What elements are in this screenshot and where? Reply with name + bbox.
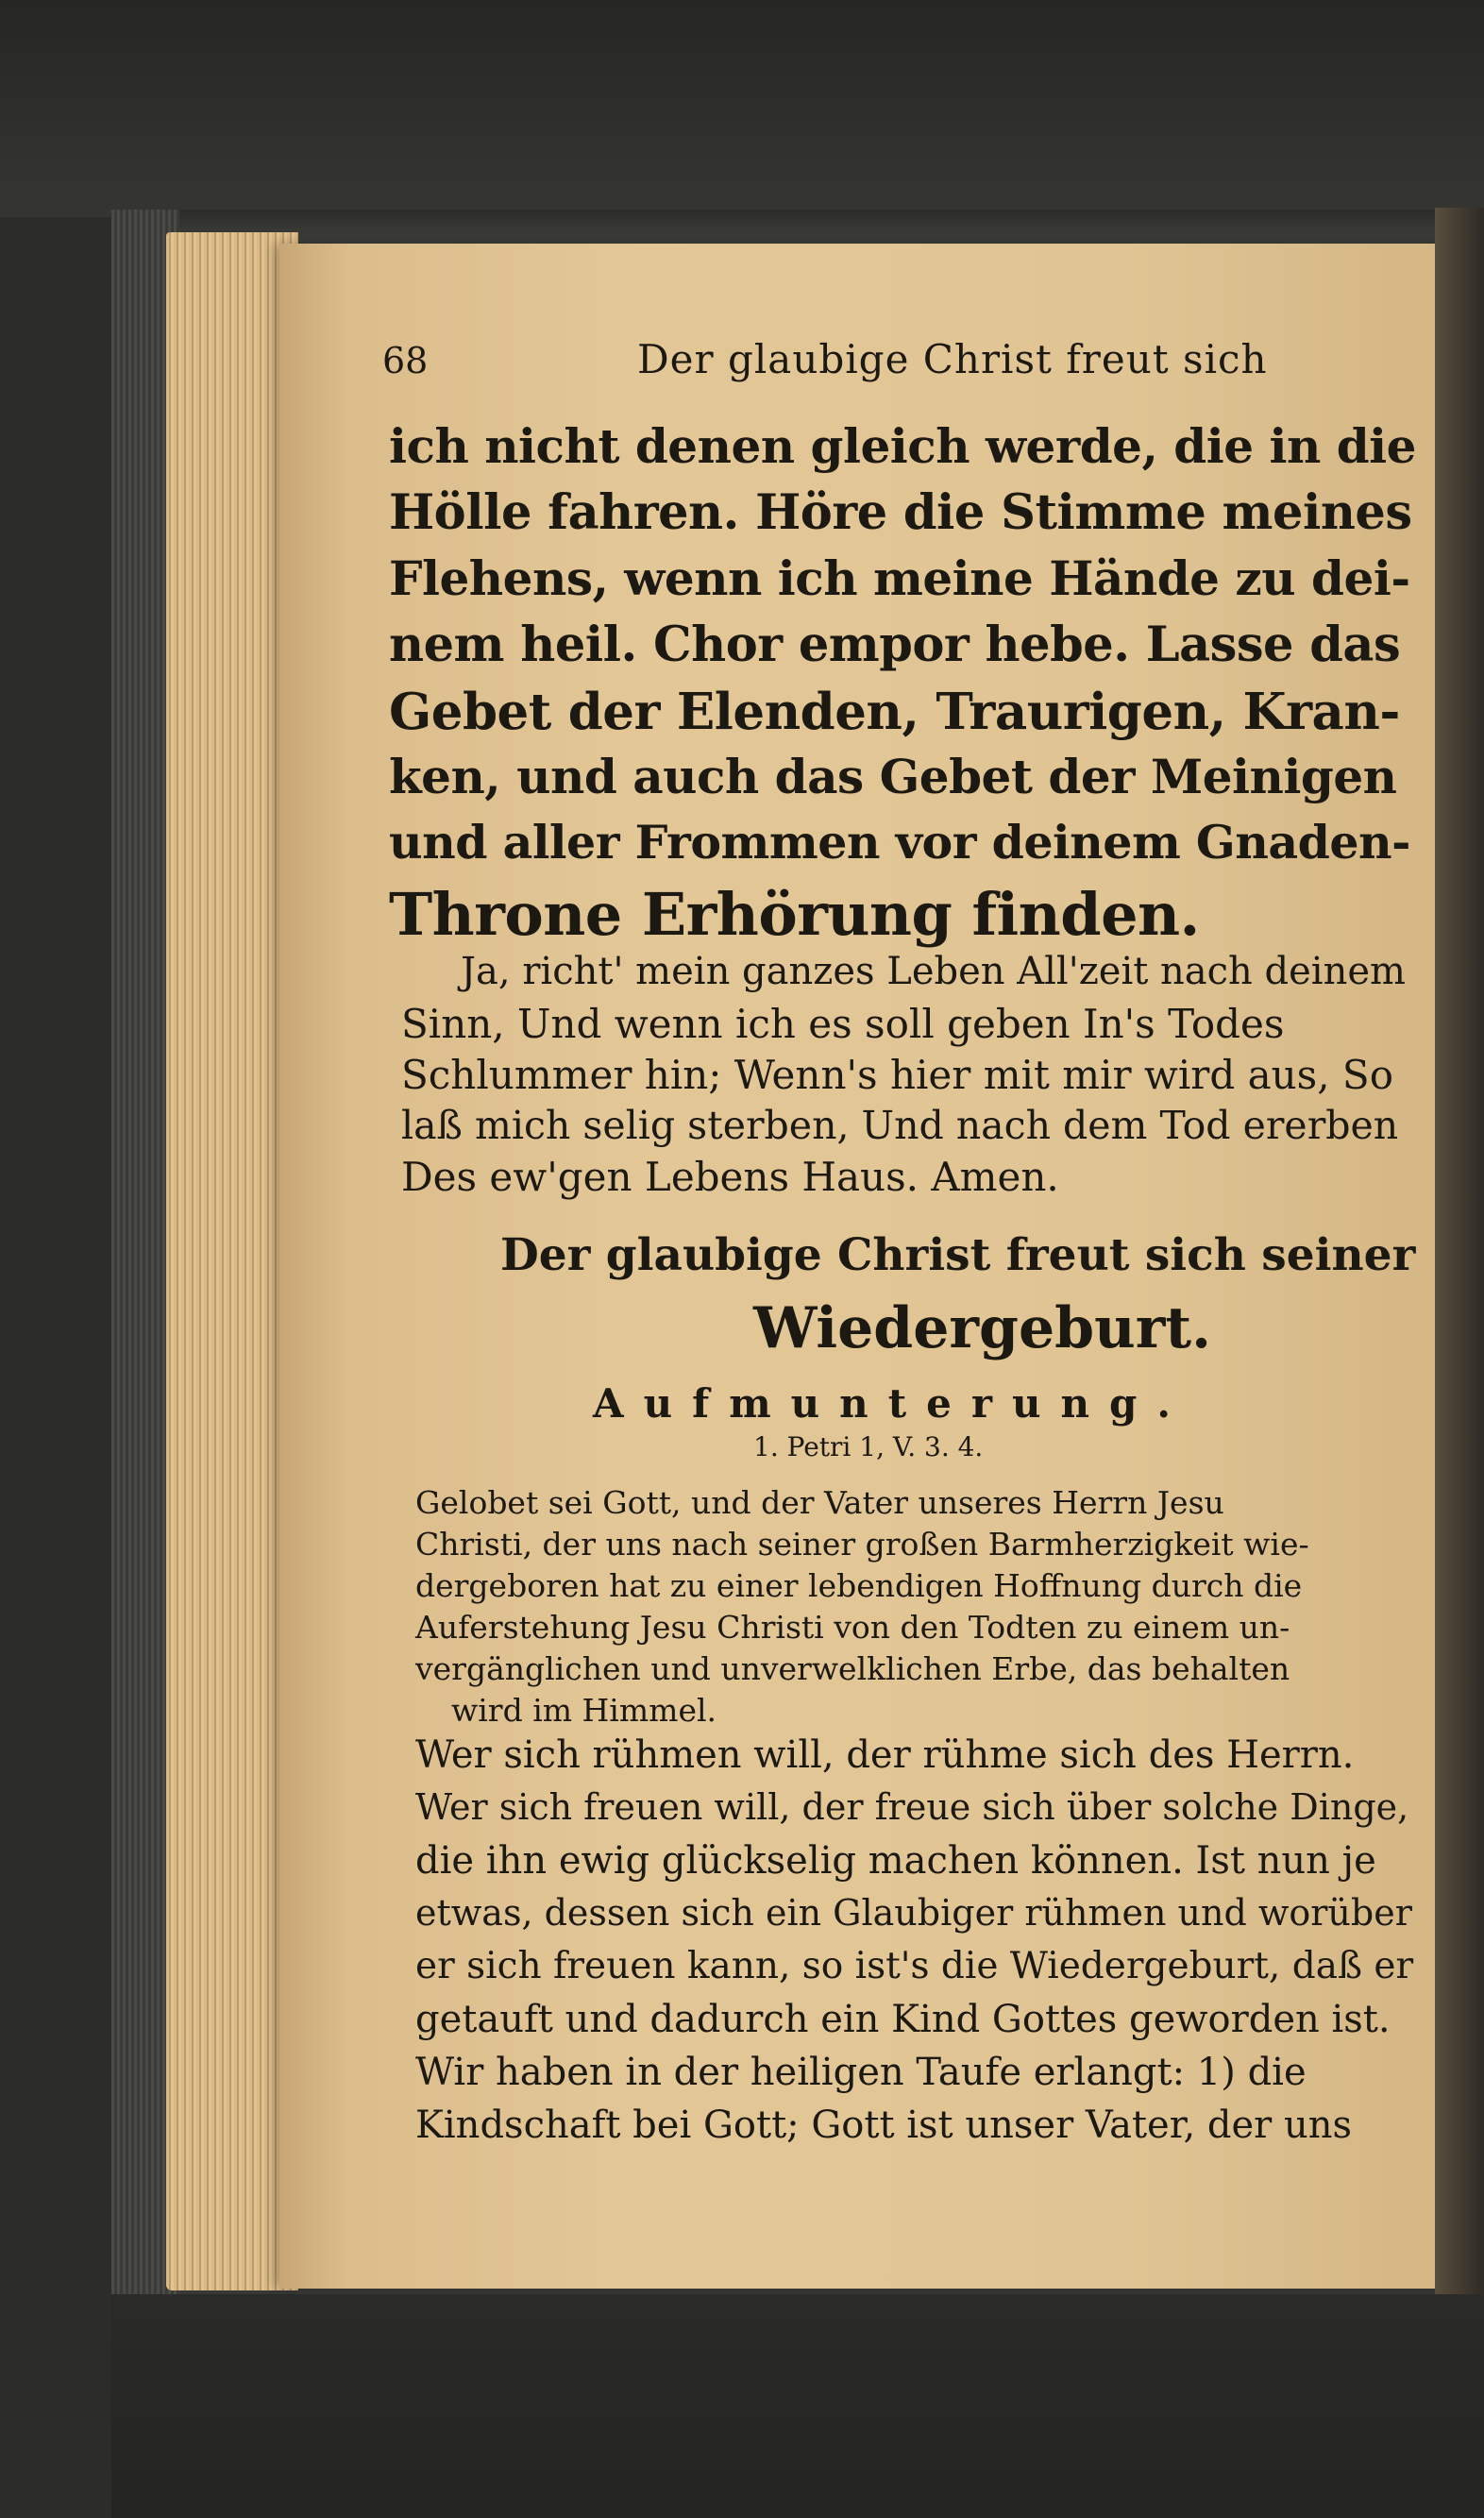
body-line: er sich freuen kann, so ist's die Wiedergeburt, daß er — [415, 1945, 1414, 1987]
prayer-line: ken, und auch das Gebet der Meinigen — [389, 749, 1397, 804]
body-line: Wer sich rühmen will, der rühme sich des Herrn. — [415, 1733, 1355, 1777]
right-edge-shadow — [1435, 208, 1484, 2304]
running-head: Der glaubige Christ freut sich — [637, 336, 1268, 382]
prayer-line: nem heil. Chor empor hebe. Lasse das — [389, 617, 1401, 673]
verse-line: Christi, der uns nach seiner großen Barmherzigkeit wie- — [415, 1526, 1309, 1563]
prayer-line: Gebet der Elenden, Traurigen, Kran- — [389, 683, 1400, 741]
hymn-line: Ja, richt' mein ganzes Leben All'zeit nach deinem — [461, 950, 1406, 993]
verse-line: vergänglichen und unverwelklichen Erbe, das behalten — [415, 1650, 1290, 1687]
prayer-line: Throne Erhörung finden. — [389, 880, 1200, 949]
prayer-line: ich nicht denen gleich werde, die in die — [389, 418, 1416, 474]
page-edges — [166, 232, 298, 2290]
prayer-line: und aller Frommen vor deinem Gnaden- — [389, 815, 1410, 870]
verse-line: Auferstehung Jesu Christi von den Todten zu einem un- — [415, 1609, 1290, 1646]
verse-line: wird im Himmel. — [451, 1692, 717, 1729]
section-title: Der glaubige Christ freut sich seiner — [500, 1229, 1416, 1281]
hymn-line: laß mich selig sterben, Und nach dem Tod ererben — [401, 1103, 1399, 1148]
verse-line: dergeboren hat zu einer lebendigen Hoffnung durch die — [415, 1567, 1303, 1604]
body-line: Wir haben in der heiligen Taufe erlangt: 1) die — [415, 2051, 1307, 2094]
body-line: Kindschaft bei Gott; Gott ist unser Vater, der uns — [415, 2104, 1353, 2147]
section-subtitle: Aufmunterung. — [593, 1380, 1191, 1427]
page-number: 68 — [382, 340, 429, 381]
prayer-line: Hölle fahren. Höre die Stimme meines — [389, 484, 1412, 541]
hymn-line: Sinn, Und wenn ich es soll geben In's Todes — [401, 1001, 1285, 1047]
bottom-shadow — [111, 2294, 1484, 2518]
body-line: etwas, dessen sich ein Glaubiger rühmen und worüber — [415, 1892, 1412, 1934]
prayer-line: Flehens, wenn ich meine Hände zu dei- — [389, 550, 1410, 606]
body-line: getauft und dadurch ein Kind Gottes geworden ist. — [415, 1998, 1391, 2041]
backdrop — [0, 0, 1484, 217]
hymn-line: Schlummer hin; Wenn's hier mit mir wird aus, So — [401, 1052, 1393, 1098]
scripture-reference: 1. Petri 1, V. 3. 4. — [753, 1431, 984, 1462]
body-line: die ihn ewig glückselig machen können. Ist nun je — [415, 1839, 1376, 1883]
section-title-line2: Wiedergeburt. — [753, 1295, 1211, 1361]
body-line: Wer sich freuen will, der freue sich über solche Dinge, — [415, 1786, 1409, 1828]
verse-line: Gelobet sei Gott, und der Vater unseres Herrn Jesu — [415, 1484, 1224, 1521]
hymn-line: Des ew'gen Lebens Haus. Amen. — [401, 1154, 1059, 1200]
